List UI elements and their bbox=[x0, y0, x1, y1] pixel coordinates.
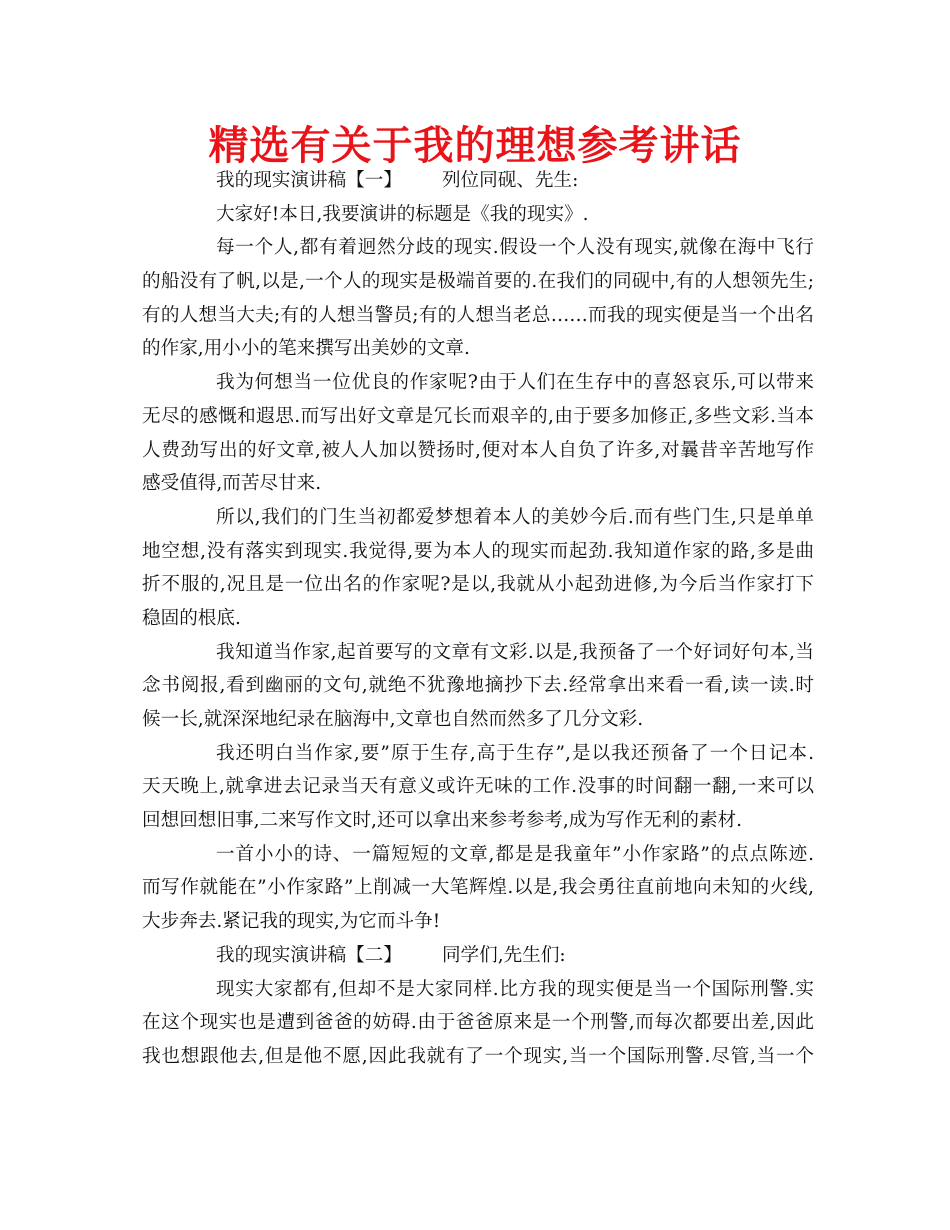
text-line bbox=[142, 804, 814, 838]
text-line bbox=[142, 669, 814, 703]
text-line bbox=[142, 871, 814, 905]
line-text: 在这个现实也是遭到爸爸的妨碍.由于爸爸原来是一个刑警,而每次都要出差,因此 bbox=[142, 1012, 814, 1034]
text-line bbox=[142, 636, 814, 670]
line-text: 念书阅报,看到幽丽的文句,就绝不犹豫地摘抄下去.经常拿出来看一看,读一读.时 bbox=[142, 675, 814, 697]
line-text: 我也想跟他去,但是他不愿,因此我就有了一个现实,当一个国际刑警.尽管,当一个 bbox=[142, 1045, 814, 1067]
text-line bbox=[142, 299, 814, 333]
line-text: 我的现实演讲稿【一】 bbox=[216, 170, 402, 191]
text-line bbox=[142, 568, 814, 602]
line-text: 有的人想当大夫;有的人想当警员;有的人想当老总……而我的现实便是当一个出名 bbox=[142, 304, 814, 326]
line-text: 天天晚上,就拿进去记录当天有意义或许无味的工作.没事的时间翻一翻,一来可以 bbox=[142, 776, 814, 798]
line-text: 所以,我们的门生当初都爱梦想着本人的美妙今后.而有些门生,只是单单 bbox=[216, 506, 814, 528]
text-line bbox=[142, 467, 814, 501]
text-line bbox=[142, 366, 814, 400]
text-line bbox=[142, 400, 814, 434]
line-text: 回想回想旧事,二来写作文时,还可以拿出来参考参考,成为写作无利的素材. bbox=[142, 810, 743, 832]
line-text: 我还明白当作家,要”原于生存,高于生存”,是以我还预备了一个日记本. bbox=[216, 742, 814, 764]
line-text: 我为何想当一位优良的作家呢?由于人们在生存中的喜怒哀乐,可以带来 bbox=[216, 372, 814, 394]
text-line bbox=[142, 703, 814, 737]
line-text: 一首小小的诗、一篇短短的文章,都是是我童年”小作家路”的点点陈迹. bbox=[216, 843, 814, 865]
text-line bbox=[142, 164, 814, 198]
text-line bbox=[142, 231, 814, 265]
text-line bbox=[142, 501, 814, 535]
text-line bbox=[142, 737, 814, 771]
text-line bbox=[142, 1006, 814, 1040]
line-text: 大家好!本日,我要演讲的标题是《我的现实》. bbox=[216, 203, 589, 225]
document-body bbox=[142, 164, 814, 1074]
text-line bbox=[142, 434, 814, 468]
line-text: 稳固的根底. bbox=[142, 607, 241, 629]
line-text: 的船没有了帆,以是,一个人的现实是极端首要的.在我们的同砚中,有的人想领先生; bbox=[142, 271, 814, 293]
line-text: 我的现实演讲稿【二】 bbox=[216, 944, 402, 966]
line-text: 感受值得,而苦尽甘来. bbox=[142, 473, 322, 495]
text-line bbox=[142, 535, 814, 569]
line-text: 的作家,用小小的笔来撰写出美妙的文章. bbox=[142, 338, 470, 360]
text-line bbox=[142, 602, 814, 636]
text-line bbox=[142, 939, 814, 973]
text-line bbox=[142, 265, 814, 299]
line-text: 现实大家都有,但却不是大家同样.比方我的现实便是当一个国际刑警.实 bbox=[216, 978, 814, 1000]
text-line bbox=[142, 973, 814, 1007]
text-line bbox=[142, 198, 814, 232]
line-text: 候一长,就深深地纪录在脑海中,文章也自然而然多了几分文彩. bbox=[142, 709, 644, 730]
text-line bbox=[142, 905, 814, 939]
line-text: 无尽的感慨和遐思.而写出好文章是冗长而艰辛的,由于要多加修正,多些文彩.当本 bbox=[142, 405, 814, 427]
text-line bbox=[142, 332, 814, 366]
salutation-text: 列位同砚、先生: bbox=[441, 170, 579, 191]
text-line bbox=[142, 770, 814, 804]
line-text: 地空想,没有落实到现实.我觉得,要为本人的现实而起劲.我知道作家的路,多是曲 bbox=[142, 540, 814, 562]
line-text: 大步奔去.紧记我的现实,为它而斗争! bbox=[142, 911, 441, 933]
salutation-text: 同学们,先生们: bbox=[441, 944, 566, 966]
text-line bbox=[142, 1040, 814, 1074]
line-text: 人费劲写出的好文章,被人人加以赞扬时,便对本人自负了许多,对曩昔辛苦地写作 bbox=[142, 439, 814, 461]
line-text: 折不服的,况且是一位出名的作家呢?是以,我就从小起劲进修,为今后当作家打下 bbox=[142, 574, 814, 596]
line-text: 每一个人,都有着迥然分歧的现实.假设一个人没有现实,就像在海中飞行 bbox=[216, 237, 814, 259]
line-text: 而写作就能在”小作家路”上削减一大笔辉煌.以是,我会勇往直前地向未知的火线, bbox=[142, 877, 814, 899]
text-line bbox=[142, 838, 814, 872]
document-title: 精选有关于我的理想参考讲话 bbox=[208, 123, 742, 169]
line-text: 我知道当作家,起首要写的文章有文彩.以是,我预备了一个好词好句本,当 bbox=[216, 641, 814, 663]
